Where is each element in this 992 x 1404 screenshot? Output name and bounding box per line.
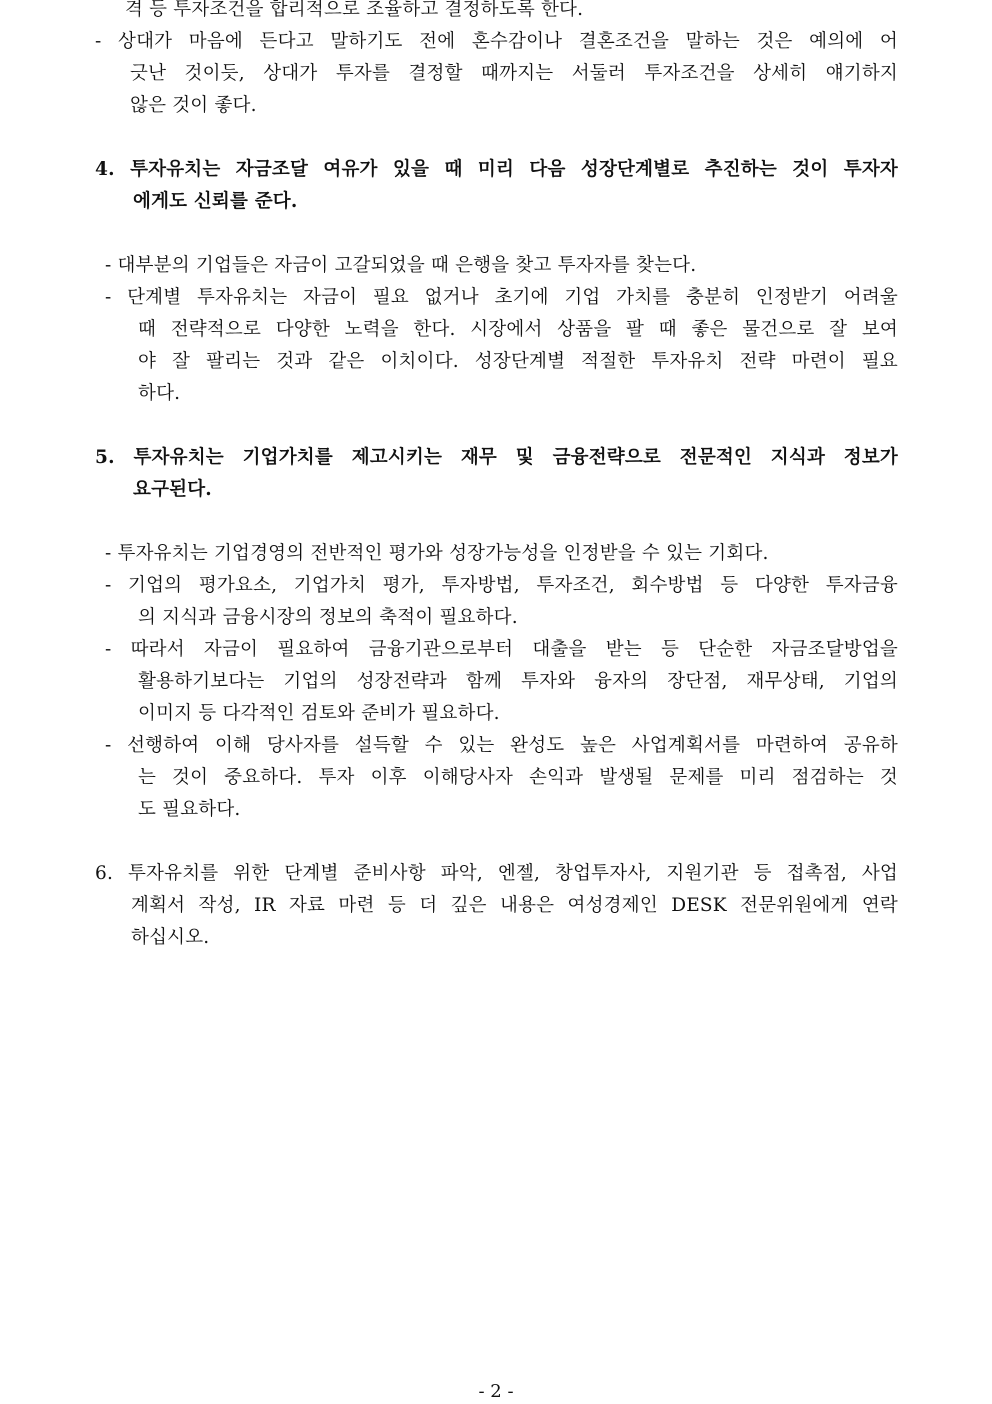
section4-bullet-2-line-3: 야 잘 팔리는 것과 같은 이치이다. 성장단계별 적절한 투자유치 전략 마련이 필요 [138,351,898,372]
section6-line-2: 계획서 작성, IR 자료 마련 등 더 깊은 내용은 여성경제인 DESK 전문위원에게 연락 [131,895,898,916]
section4-bullet-2-line-4: 하다. [138,383,181,404]
page-number: - 2 - [478,1381,514,1402]
section5-bullet-4-line-2: 는 것이 중요하다. 투자 이후 이해당사자 손익과 발생될 문제를 미리 점검하는 것 [138,767,898,788]
section5-bullet-2-line-1: - 기업의 평가요소, 기업가치 평가, 투자방법, 투자조건, 회수방법 등 다양한 투자금융 [105,575,898,596]
section5-bullet-3-line-2: 활용하기보다는 기업의 성장전략과 함께 투자와 융자의 장단점, 재무상태, 기업의 [138,671,898,692]
section5-heading-line-1: 5. 투자유치는 기업가치를 제고시키는 재무 및 금융전략으로 전문적인 지식과 정보가 [95,447,898,468]
section5-bullet-3-line-3: 이미지 등 다각적인 검토와 준비가 필요하다. [138,703,500,724]
section4-heading-line-2: 에게도 신뢰를 준다. [133,191,298,212]
section4-heading-line-1: 4. 투자유치는 자금조달 여유가 있을 때 미리 다음 성장단계별로 추진하는 것이 투자자 [95,159,898,180]
section5-bullet-1-line-1: - 투자유치는 기업경영의 전반적인 평가와 성장가능성을 인정받을 수 있는 기회다. [105,543,769,564]
section4-bullet-2-line-1: - 단계별 투자유치는 자금이 필요 없거나 초기에 기업 가치를 충분히 인정받기 어려울 [105,287,898,308]
intro-line-1: 격 등 투자조건을 합리적으로 조율하고 결정하도록 한다. [125,0,584,20]
intro-bullet-line-2: 긋난 것이듯, 상대가 투자를 결정할 때까지는 서둘러 투자조건을 상세히 얘기하지 [130,63,898,84]
intro-bullet-line-3: 않은 것이 좋다. [130,95,257,116]
section5-bullet-3-line-1: - 따라서 자금이 필요하여 금융기관으로부터 대출을 받는 등 단순한 자금조달방업을 [105,639,898,660]
section5-bullet-4-line-3: 도 필요하다. [138,799,241,820]
section6-line-1: 6. 투자유치를 위한 단계별 준비사항 파악, 엔젤, 창업투자사, 지원기관 등 접촉점, 사업 [95,863,898,884]
section5-heading-line-2: 요구된다. [133,479,212,500]
intro-bullet-line-1: - 상대가 마음에 든다고 말하기도 전에 혼수감이나 결혼조건을 말하는 것은 예의에 어 [95,31,898,52]
section4-bullet-1-line-1: - 대부분의 기업들은 자금이 고갈되었을 때 은행을 찾고 투자자를 찾는다. [105,255,697,276]
section6-line-3: 하십시오. [131,927,210,948]
section5-bullet-4-line-1: - 선행하여 이해 당사자를 설득할 수 있는 완성도 높은 사업계획서를 마련하여 공유하 [105,735,898,756]
section5-bullet-2-line-2: 의 지식과 금융시장의 정보의 축적이 필요하다. [138,607,518,628]
section4-bullet-2-line-2: 때 전략적으로 다양한 노력을 한다. 시장에서 상품을 팔 때 좋은 물건으로 잘 보여 [138,319,898,340]
